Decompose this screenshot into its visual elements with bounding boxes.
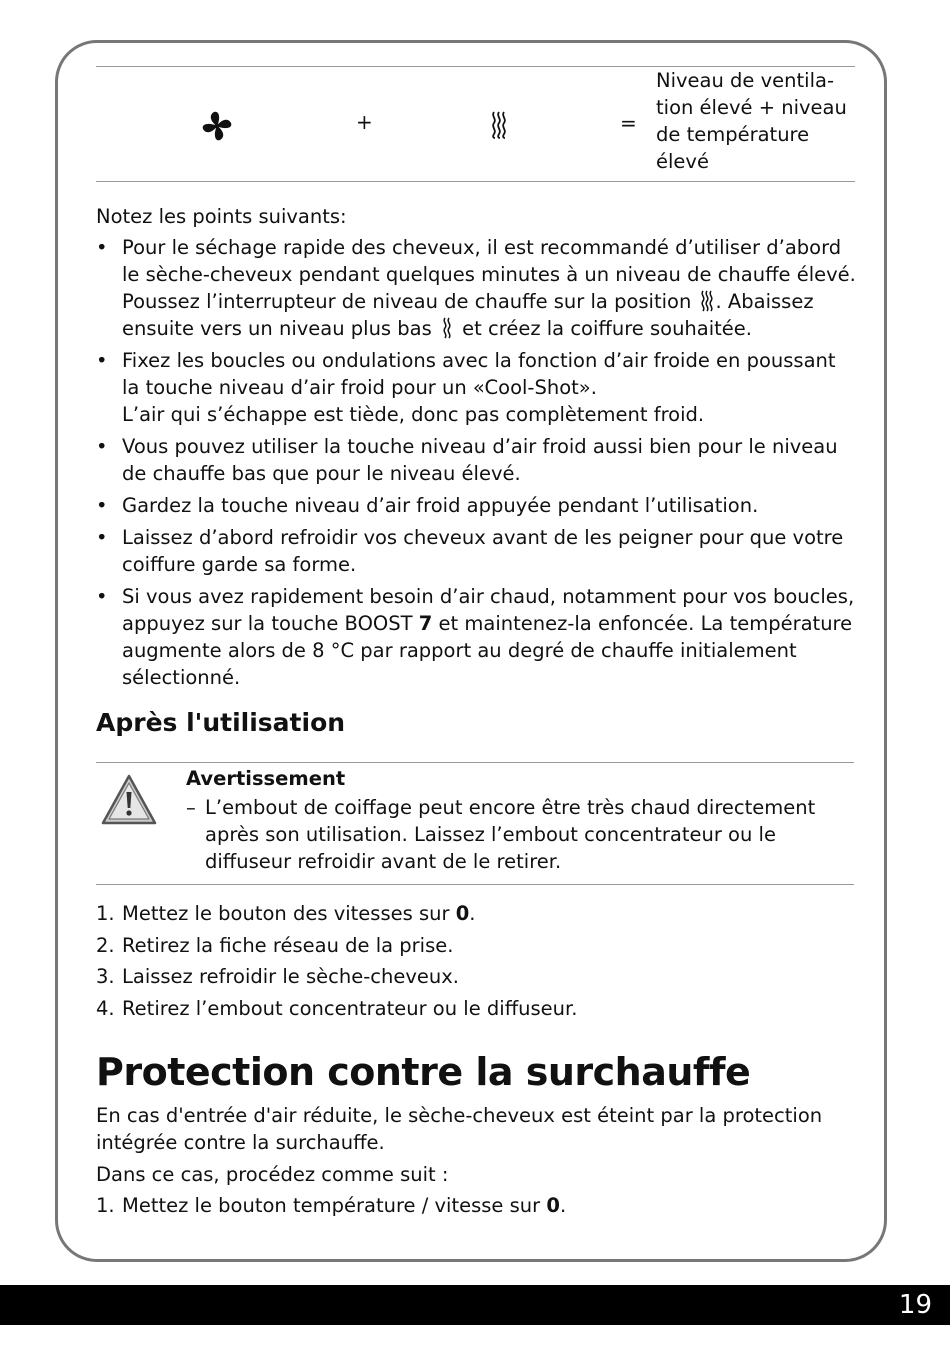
warning-triangle-icon	[100, 773, 158, 827]
bullet: •	[96, 349, 108, 372]
result-description: Niveau de ventila- tion élevé + niveau de température élevé	[656, 69, 847, 173]
heat-high-icon	[700, 290, 714, 312]
dash: –	[186, 796, 196, 819]
list-item: • Vous pouvez utiliser la touche niveau d’air froid aussi bien pour le niveau de chauffe bas que pour le niveau élevé.	[96, 435, 838, 485]
paragraph: Dans ce cas, procédez comme suit :	[96, 1163, 449, 1186]
list-item: 1. Mettez le bouton température / vitesse sur 0.	[96, 1194, 567, 1217]
notes-intro: Notez les points suivants:	[96, 205, 347, 228]
list-item: • Fixez les boucles ou ondulations avec la fonction d’air froide en poussant la touche niveau d’air froid pour un «Cool-Shot». L’air qui s’échappe est tiède, donc pas complètement froid.	[96, 349, 836, 426]
bullet: •	[96, 585, 108, 608]
heat-high-icon	[490, 110, 510, 140]
list-item: • Si vous avez rapidement besoin d’air chaud, notamment pour vos boucles, appuyez sur la touche BOOST 7 et maintenez-la enfoncée. La température augmente alors de 8 °C par rapport au degré de chauffe initialement sélectionné.	[96, 585, 855, 689]
list-item: 4. Retirez l’embout concentrateur ou le diffuseur.	[96, 996, 578, 1020]
heat-low-icon	[440, 317, 454, 339]
bullet: •	[96, 526, 108, 549]
list-item: • Laissez d’abord refroidir vos cheveux avant de les peigner pour que votre coiffure garde sa forme.	[96, 526, 844, 576]
footer-bar	[0, 1285, 950, 1325]
page-title: Protection contre la surchauffe	[96, 1050, 751, 1094]
bullet: •	[96, 494, 108, 517]
notes-list	[96, 234, 856, 696]
list-item: • Gardez la touche niveau d’air froid appuyée pendant l’utilisation.	[96, 494, 759, 517]
overheat-steps	[96, 1192, 566, 1219]
paragraph: En cas d'entrée d'air réduite, le sèche-cheveux est éteint par la protection intégrée contre la surchauffe.	[96, 1104, 823, 1154]
list-item: 1. Mettez le bouton des vitesses sur 0.	[96, 902, 476, 925]
plus-operator: +	[356, 110, 373, 134]
after-use-steps	[96, 900, 577, 1026]
page-number: 19	[898, 1290, 932, 1320]
equals-operator: =	[620, 111, 637, 135]
bullet: •	[96, 236, 108, 259]
fan-icon	[201, 110, 233, 142]
warning-text: – L’embout de coiffage peut encore être très chaud directement après son utilisation. Laissez l’embout concentrateur ou le diffuseur refroidir avant de le retirer.	[186, 796, 816, 873]
section-heading-after-use: Après l'utilisation	[96, 708, 346, 737]
list-item: 3. Laissez refroidir le sèche-cheveux.	[96, 965, 459, 988]
bullet: •	[96, 435, 108, 458]
warning-title: Avertissement	[186, 767, 346, 790]
list-item: • Pour le séchage rapide des cheveux, il est recommandé d’utiliser d’abord le sèche-cheveux pendant quelques minutes à un niveau de chauffe élevé. Poussez l’interrupteur de niveau de chauffe sur la position . Abaissez ensuite vers un niveau plus bas et créez la coiffure souhaitée.	[96, 236, 856, 340]
list-item: 2. Retirez la fiche réseau de la prise.	[96, 933, 454, 957]
